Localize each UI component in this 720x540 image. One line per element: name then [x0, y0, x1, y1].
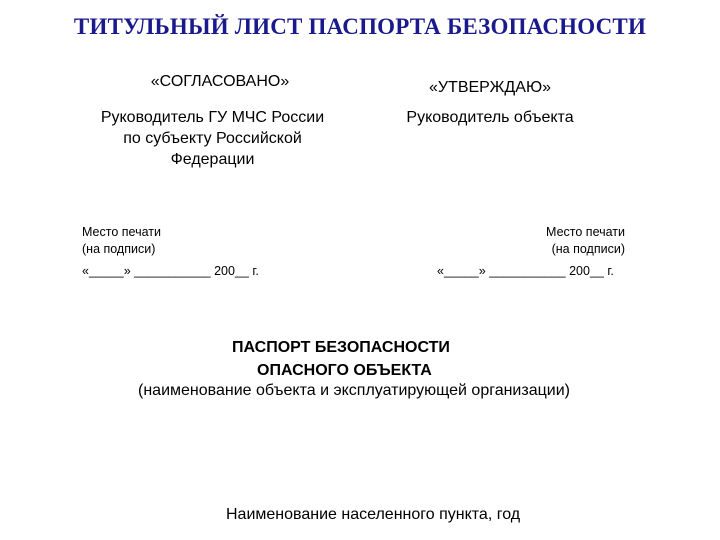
- right-seal-sub: (на подписи): [551, 242, 625, 256]
- document-title: ТИТУЛЬНЫЙ ЛИСТ ПАСПОРТА БЕЗОПАСНОСТИ: [73, 14, 647, 39]
- confirmer-position-line-1: Руководитель объекта: [406, 109, 574, 126]
- approver-position: [60, 107, 365, 170]
- left-seal-label: Место печати: [82, 225, 161, 239]
- passport-line-1: ПАСПОРТ БЕЗОПАСНОСТИ: [232, 339, 450, 356]
- passport-line-2: ОПАСНОГО ОБЪЕКТА: [257, 362, 432, 379]
- left-seal-sub: (на подписи): [82, 242, 156, 256]
- right-date-line: «_____» ___________ 200__ г.: [437, 264, 614, 278]
- passport-line-3: (наименование объекта и эксплуатирующей организации): [138, 382, 570, 399]
- approver-position-line-1: Руководитель ГУ МЧС России: [100, 109, 325, 126]
- confirmer-position: [370, 107, 610, 128]
- approver-position-line-2: по субъекту Российской: [123, 130, 302, 147]
- approved-heading: «СОГЛАСОВАНО»: [150, 73, 290, 90]
- left-date-line: «_____» ___________ 200__ г.: [82, 264, 259, 278]
- approver-position-line-3: Федерации: [170, 151, 255, 168]
- right-seal-label: Место печати: [546, 225, 625, 239]
- settlement-and-year: Наименование населенного пункта, год: [226, 506, 521, 523]
- confirm-heading: «УТВЕРЖДАЮ»: [428, 79, 551, 96]
